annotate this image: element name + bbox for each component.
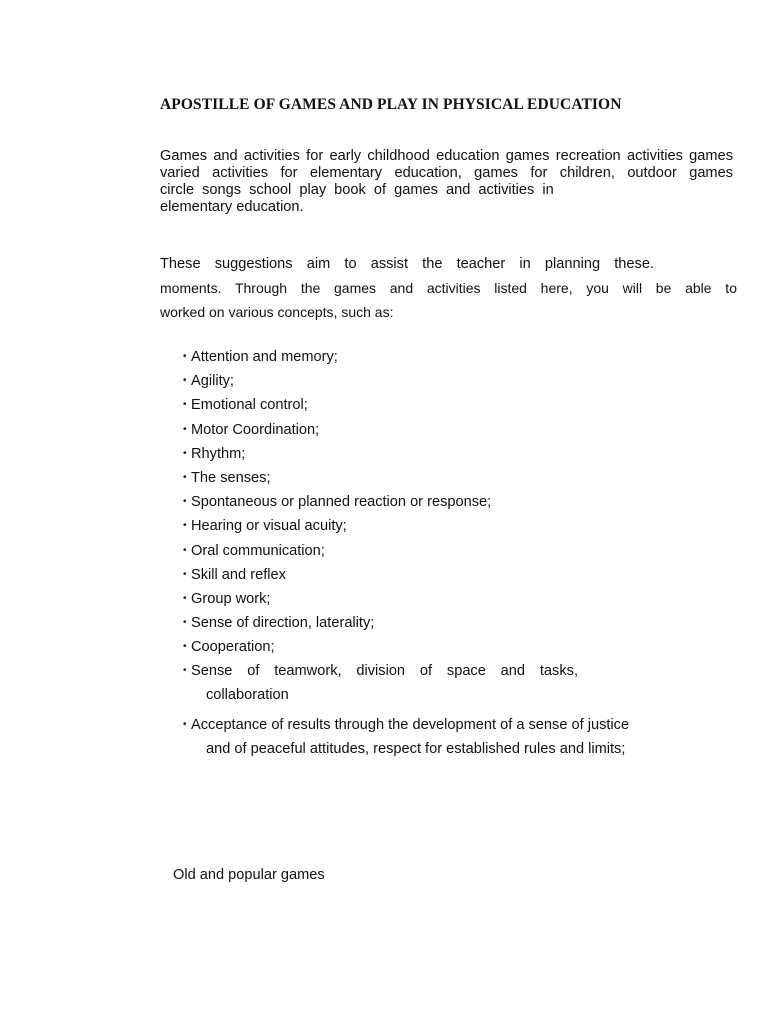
- suggestions-line-1: These suggestions aim to assist the teacher in planning these.: [160, 256, 654, 272]
- list-item: [183, 421, 629, 445]
- suggestions-line-3: worked on various concepts, such as:: [160, 304, 394, 320]
- intro-line-1: Games and activities for early childhood education games recreation activities games: [160, 148, 733, 164]
- list-item-text: Sense of direction, laterality;: [191, 615, 375, 632]
- list-item-text: Hearing or visual acuity;: [191, 518, 347, 535]
- list-item-text: Skill and reflex: [191, 566, 286, 583]
- bullet: •: [183, 568, 187, 580]
- bullet: •: [183, 471, 187, 483]
- list-item: [183, 517, 629, 541]
- bullet: •: [183, 544, 187, 556]
- intro-line-3: circle songs school play book of games and activities in: [160, 182, 554, 198]
- bullet: •: [183, 447, 187, 459]
- list-item: [183, 614, 629, 638]
- suggestions-line-2: moments. Through the games and activities listed here, you will be able to: [160, 280, 737, 296]
- list-item-teamwork: [183, 662, 629, 716]
- list-item: [183, 396, 629, 420]
- list-item: [183, 372, 629, 396]
- bullet: •: [183, 592, 187, 604]
- acceptance-line-2: and of peaceful attitudes, respect for established rules and limits;: [206, 741, 626, 758]
- list-item-text: Cooperation;: [191, 639, 275, 656]
- intro-line-4: elementary education.: [160, 199, 304, 215]
- list-item-text: Agility;: [191, 373, 234, 390]
- list-item-text: Emotional control;: [191, 397, 308, 414]
- teamwork-line-2: collaboration: [206, 687, 289, 704]
- list-item: [183, 445, 629, 469]
- teamwork-line-1: Sense of teamwork, division of space and tasks,: [191, 663, 578, 680]
- list-item-text: Spontaneous or planned reaction or response;: [191, 494, 492, 511]
- suggestions-paragraph: [160, 255, 737, 327]
- bullet: •: [183, 665, 187, 677]
- bullet: •: [183, 351, 187, 362]
- bullet: •: [183, 496, 187, 508]
- concepts-list: [183, 348, 629, 770]
- bullet: •: [183, 399, 187, 411]
- list-item-text: Motor Coordination;: [191, 421, 320, 438]
- list-item: [183, 348, 629, 372]
- list-item: [183, 566, 629, 590]
- acceptance-line-1: Acceptance of results through the development of a sense of justice: [191, 717, 630, 734]
- bullet: •: [183, 719, 187, 731]
- list-item-acceptance: [183, 716, 629, 770]
- bullet: •: [183, 520, 187, 532]
- intro-line-2: varied activities for elementary education, games for children, outdoor games: [160, 165, 733, 181]
- bullet: •: [183, 641, 187, 653]
- list-item: [183, 590, 629, 614]
- list-item: [183, 493, 629, 517]
- bullet: •: [183, 423, 187, 435]
- list-item-text: Oral communication;: [191, 542, 325, 559]
- list-item-text: Attention and memory;: [191, 349, 338, 365]
- list-item-text: Group work;: [191, 590, 271, 607]
- list-item: [183, 542, 629, 566]
- document-title: APOSTILLE OF GAMES AND PLAY IN PHYSICAL EDUCATION: [160, 96, 622, 113]
- bullet: •: [183, 617, 187, 629]
- list-item: [183, 469, 629, 493]
- section-heading: Old and popular games: [173, 867, 325, 883]
- list-item-text: Rhythm;: [191, 445, 246, 462]
- list-item-text: The senses;: [191, 469, 271, 486]
- list-item: [183, 638, 629, 662]
- intro-paragraph: [160, 148, 733, 216]
- bullet: •: [183, 375, 187, 387]
